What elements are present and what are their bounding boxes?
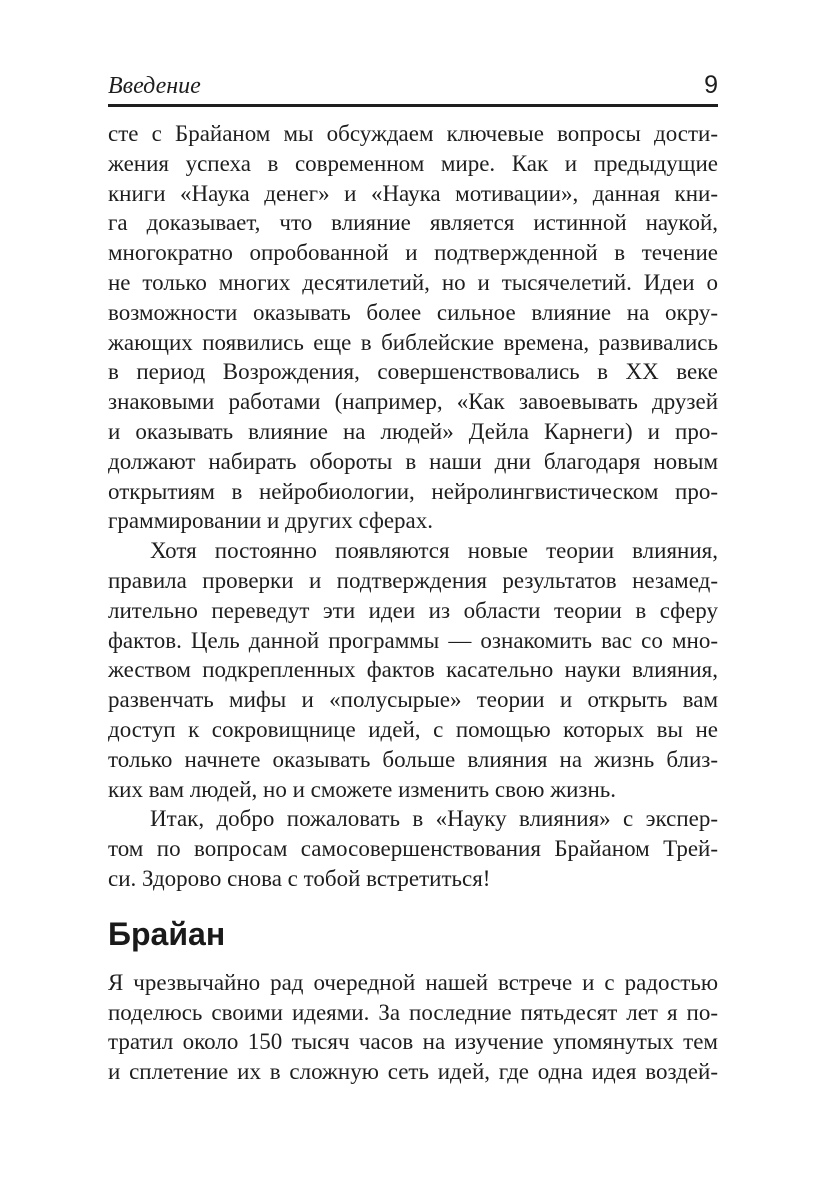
text-line: жения успеха в современном мире. Как и предыдущие (108, 150, 718, 176)
text-line: Хотя постоянно появляются новые теории влияния, (150, 538, 718, 564)
text-line: Я чрезвычайно рад очередной нашей встрече и с радостью (108, 969, 718, 995)
text-line: правила проверки и подтверждения результатов незамед- (108, 567, 718, 593)
text-line: сте с Брайаном мы обсуждаем ключевые вопросы дости- (108, 121, 718, 146)
text-line: ких вам людей, но и сможете изменить свою жизнь. (108, 776, 617, 802)
text-line: должают набирать обороты в наши дни благодаря новым (108, 448, 718, 474)
text-line: не только многих десятилетий, но и тысячелетий. Идеи о (108, 269, 718, 295)
text-line: и сплетение их в сложную сеть идей, где одна идея воздей- (108, 1059, 718, 1085)
running-header (108, 72, 718, 99)
text-line: фактов. Цель данной программы — ознакомить вас со мно- (108, 627, 718, 653)
text-line: возможности оказывать более сильное влияние на окру- (108, 299, 718, 325)
running-title: Введение (108, 73, 201, 99)
page-body (108, 119, 718, 1087)
header-rule (108, 104, 718, 107)
text-line: доступ к сокровищнице идей, с помощью которых вы не (108, 716, 718, 742)
text-line: том по вопросам самосовершенствования Брайаном Трей- (108, 836, 718, 862)
text-line: открытиям в нейробиологии, нейролингвистическом про- (108, 478, 718, 504)
text-line: лительно переведут эти идеи из области теории в сферу (108, 597, 718, 623)
text-line: си. Здорово снова с тобой встретиться! (108, 865, 491, 891)
page-number: 9 (704, 71, 718, 99)
text-line: только начнете оказывать больше влияния на жизнь близ- (108, 746, 718, 772)
text-line: га доказывает, что влияние является истинной наукой, (108, 210, 718, 236)
paragraph (108, 536, 718, 804)
text-line: знаковыми работами (например, «Как завоевывать друзей (108, 389, 718, 415)
text-line: жающих появились еще в библейские времена, развивались (108, 329, 718, 355)
text-line: граммировании и других сферах. (108, 508, 434, 534)
text-line: книги «Наука денег» и «Наука мотивации», данная кни- (108, 180, 718, 206)
text-line: многократно опробованной и подтвержденной в течение (108, 240, 718, 266)
paragraph (108, 968, 718, 1087)
text-line: тратил около 150 тысяч часов на изучение упомянутых тем (108, 1029, 718, 1055)
text-line: жеством подкрепленных фактов касательно науки влияния, (108, 657, 718, 683)
paragraph (108, 804, 718, 893)
paragraph (108, 119, 718, 536)
text-line: в период Возрождения, совершенствовались в XX веке (108, 359, 718, 385)
text-line: Итак, добро пожаловать в «Науку влияния» с экспер- (150, 806, 718, 832)
text-line: и оказывать влияние на людей» Дейла Карнеги) и про- (108, 418, 718, 444)
section-heading: Брайан (108, 915, 226, 952)
text-line: поделюсь своими идеями. За последние пятьдесят лет я по- (108, 999, 718, 1025)
text-line: развенчать мифы и «полусырые» теории и открыть вам (108, 687, 718, 713)
